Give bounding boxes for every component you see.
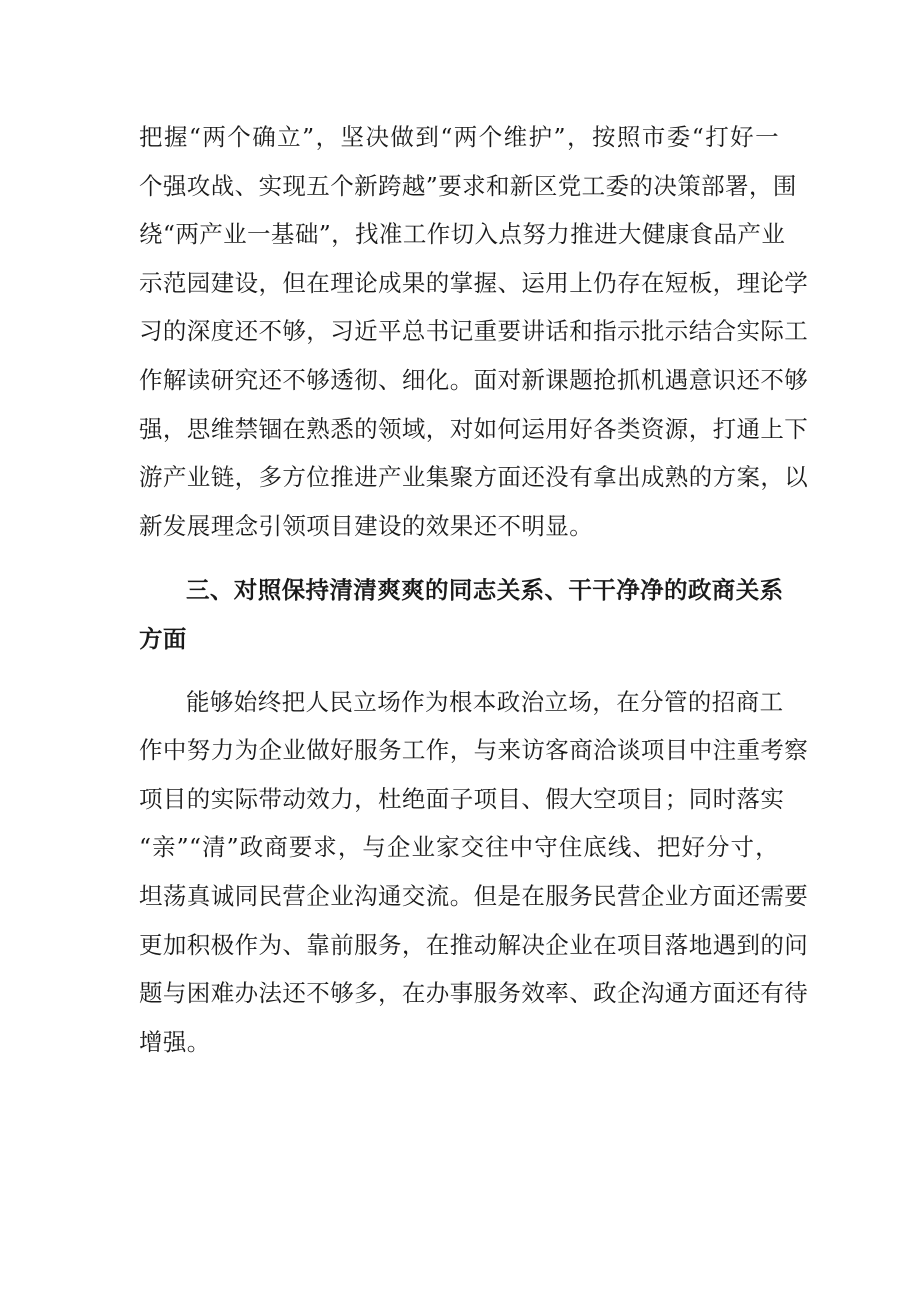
text-line: 示范园建设，但在理论成果的掌握、运用上仍存在短板，理论学 bbox=[139, 268, 809, 297]
text-line: 更加积极作为、靠前服务，在推动解决企业在项目落地遇到的问 bbox=[139, 930, 809, 959]
text-line: 能够始终把人民立场作为根本政治立场，在分管的招商工 bbox=[186, 687, 784, 716]
text-line: 项目的实际带动效力，杜绝面子项目、假大空项目；同时落实 bbox=[139, 784, 785, 813]
text-line: 绕“两产业一基础”，找准工作切入点努力推进大健康食品产业 bbox=[139, 220, 786, 249]
text-line: 增强。 bbox=[139, 1027, 211, 1056]
heading-line: 三、对照保持清清爽爽的同志关系、干干净净的政商关系 bbox=[186, 576, 784, 605]
heading-line: 方面 bbox=[139, 624, 187, 653]
text-line: 作解读研究还不够透彻、细化。面对新课题抢抓机遇意识还不够 bbox=[139, 365, 809, 394]
section-heading-3 bbox=[139, 566, 784, 663]
text-line: 作中努力为企业做好服务工作，与来访客商洽谈项目中注重考察 bbox=[139, 736, 809, 765]
text-line: 强，思维禁锢在熟悉的领域，对如何运用好各类资源，打通上下 bbox=[139, 414, 809, 443]
text-line: 新发展理念引领项目建设的效果还不明显。 bbox=[139, 511, 594, 540]
spacer bbox=[139, 550, 779, 566]
paragraph-ideology-study bbox=[139, 113, 809, 550]
text-line: “亲”“清”政商要求，与企业家交往中守住底线、把好分寸， bbox=[139, 833, 779, 862]
text-line: 坦荡真诚同民营企业沟通交流。但是在服务民营企业方面还需要 bbox=[139, 881, 809, 910]
spacer bbox=[139, 664, 779, 678]
text-line: 习的深度还不够，习近平总书记重要讲话和指示批示结合实际工 bbox=[139, 317, 809, 346]
text-line: 把握“两个确立”，坚决做到“两个维护”，按照市委“打好一 bbox=[139, 123, 779, 151]
text-line: 个强攻战、实现五个新跨越”要求和新区党工委的决策部署，围 bbox=[139, 171, 797, 200]
document-body bbox=[139, 113, 809, 1066]
text-line: 题与困难办法还不够多，在办事服务效率、政企沟通方面还有待 bbox=[139, 979, 809, 1008]
paragraph-business-relations bbox=[139, 678, 809, 1067]
text-line: 游产业链，多方位推进产业集聚方面还没有拿出成熟的方案，以 bbox=[139, 463, 809, 492]
